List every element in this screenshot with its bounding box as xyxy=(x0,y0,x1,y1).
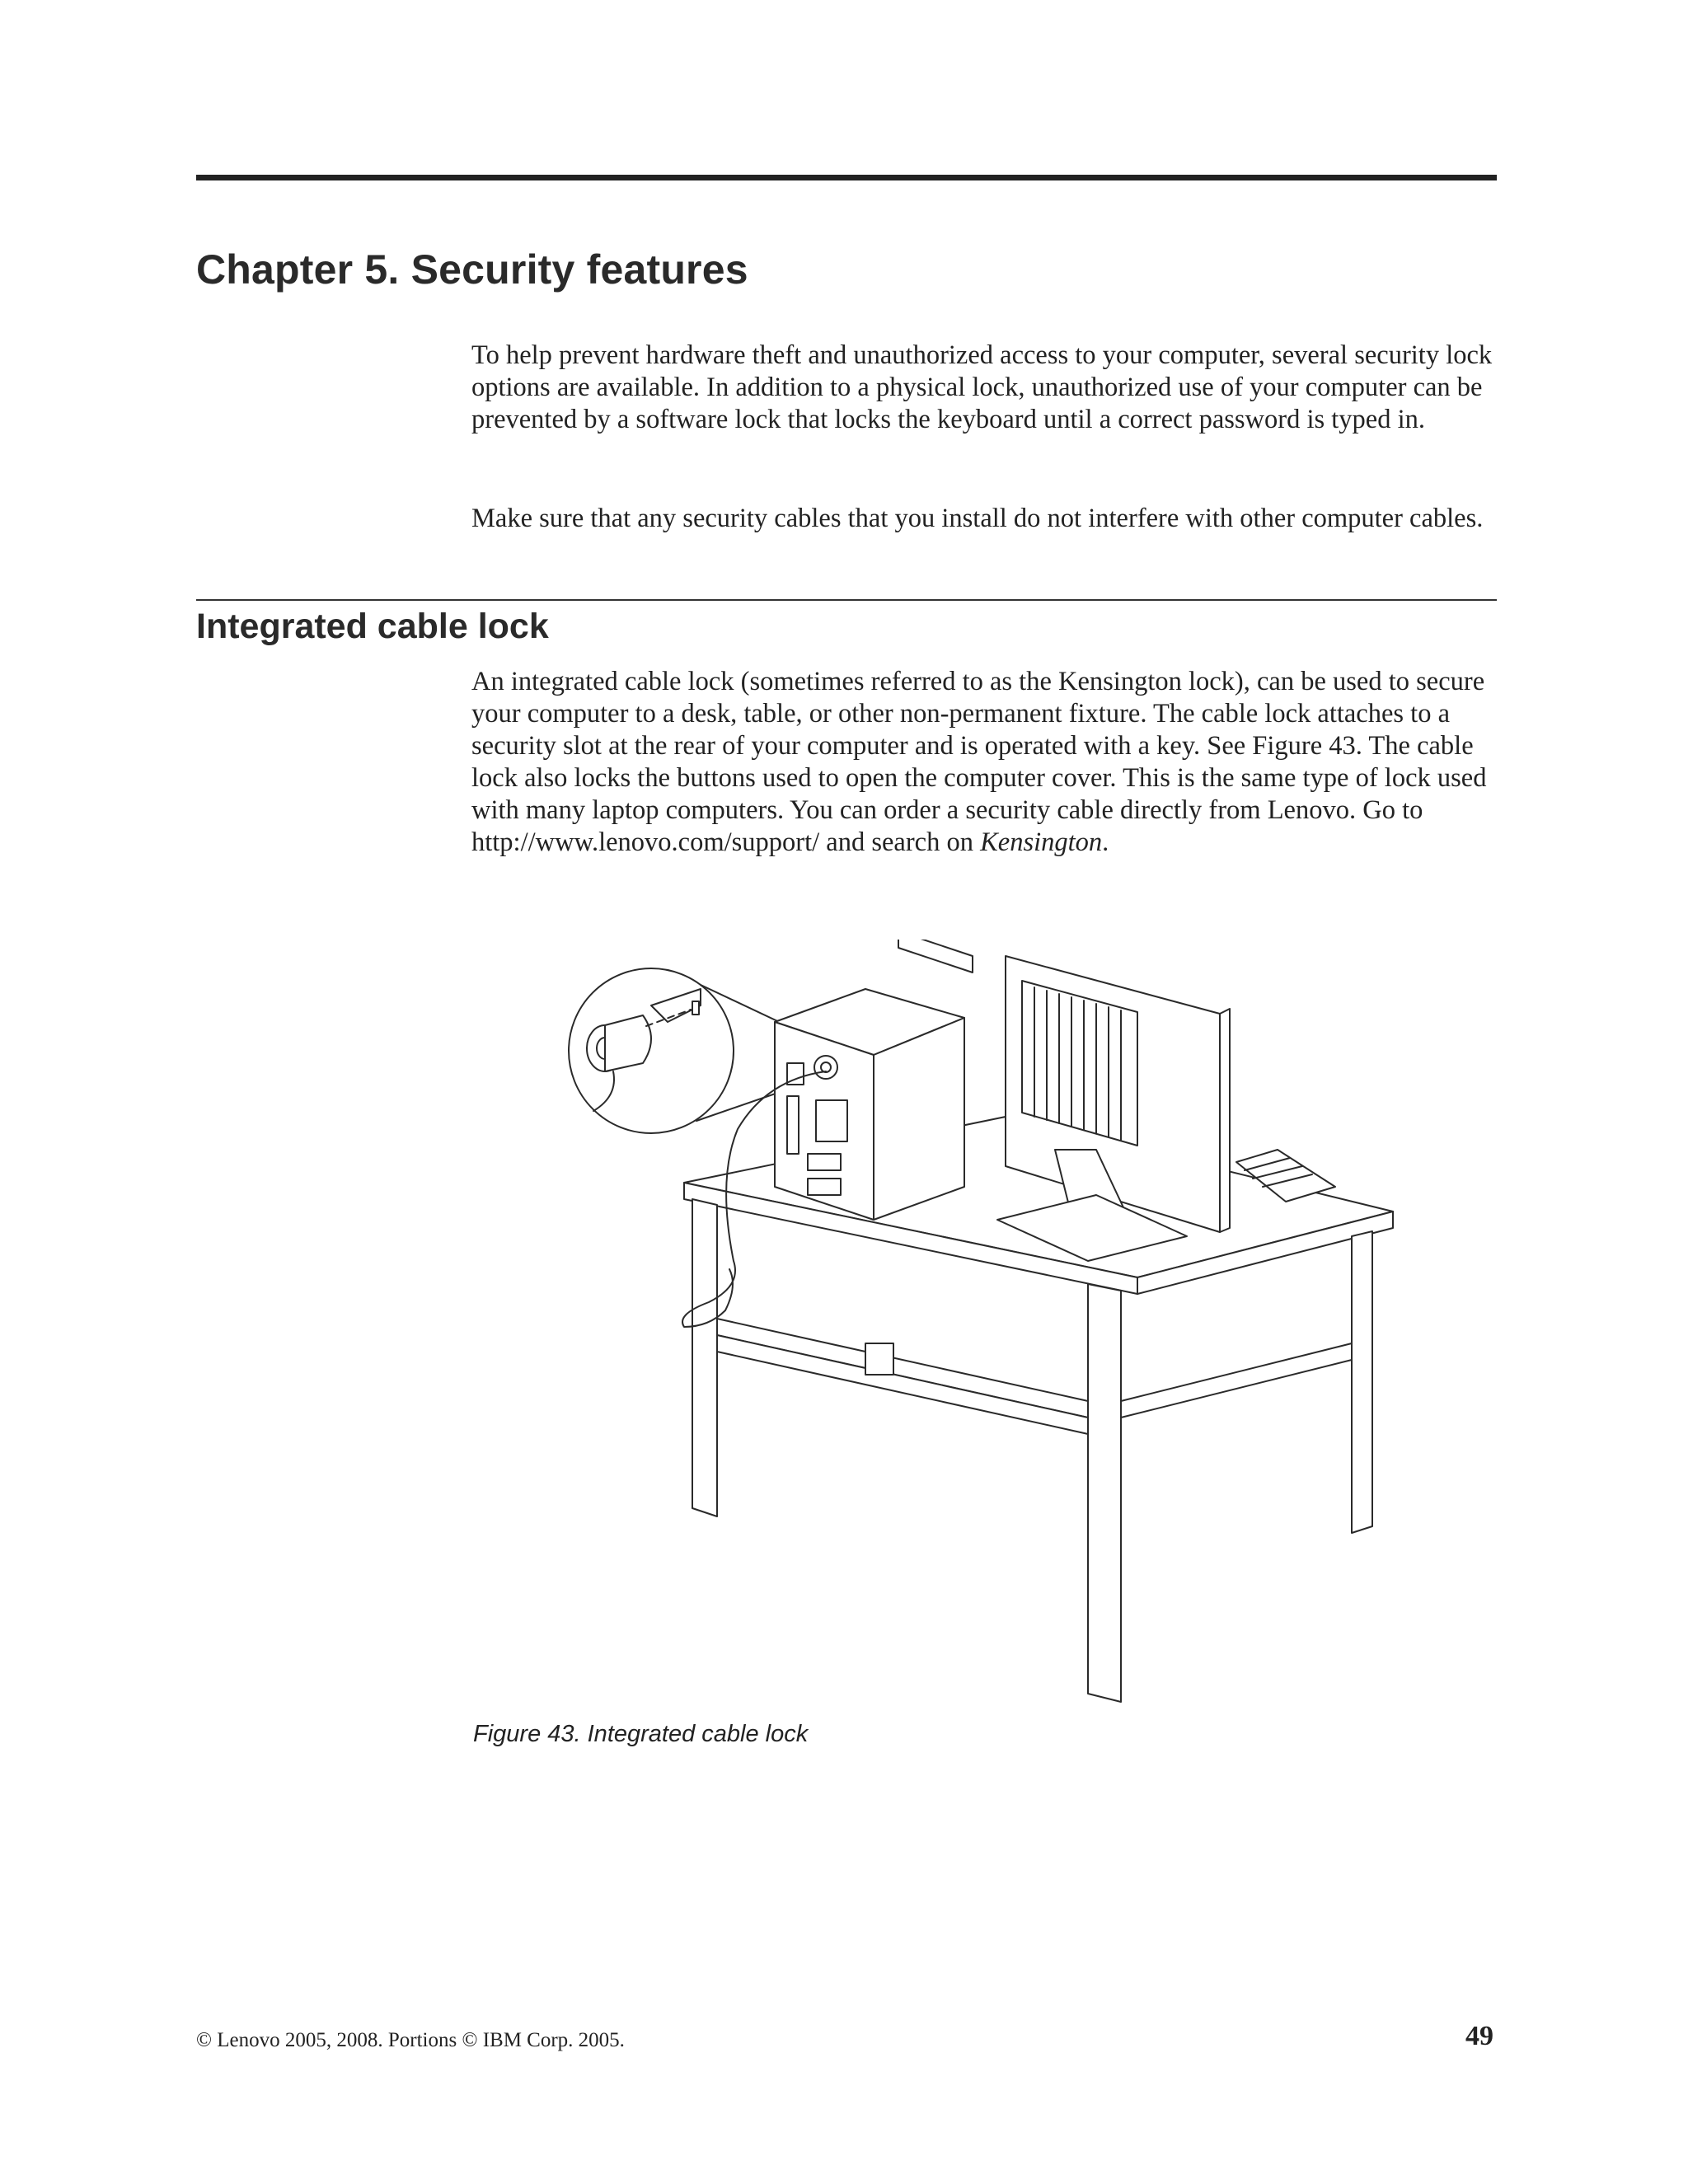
intro-paragraph-2-text: Make sure that any security cables that you install do not interfere with other computer cables. xyxy=(471,504,1484,533)
cable-lock-drawing xyxy=(560,940,1401,1714)
footer-copyright: © Lenovo 2005, 2008. Portions © IBM Corp. 2005. xyxy=(196,2029,625,2051)
cable-lock-paragraph-main: An integrated cable lock (sometimes referred to as the Kensington lock), can be used to secure your computer to a desk, table, or other non-permanent fixture. The cable lock attaches to a security slot at the rear of your computer and is operated with a key. See Figure 43. The cable lock also locks the buttons used to open the computer cover. This is the same type of lock used with many laptop computers. You can order a security cable directly from Lenovo. Go to http://www.lenovo.com/support/ and search on xyxy=(471,667,1487,857)
cable-lock-paragraph-end: . xyxy=(1102,827,1109,857)
desk xyxy=(684,1117,1393,1702)
top-rule xyxy=(196,175,1497,180)
monitor xyxy=(997,956,1230,1261)
intro-paragraph-2 xyxy=(471,503,1502,535)
page-number: 49 xyxy=(1465,2021,1493,2051)
intro-paragraph-1 xyxy=(471,340,1502,436)
section-rule xyxy=(196,599,1497,601)
section-title: Integrated cable lock xyxy=(196,607,549,646)
chapter-title: Chapter 5. Security features xyxy=(196,246,748,293)
figure-caption: Figure 43. Integrated cable lock xyxy=(473,1721,809,1747)
intro-paragraph-1-text: To help prevent hardware theft and unauthorized access to your computer, several security lock options are available. In addition to a physical lock, unauthorized use of your computer can be prevented by a software lock that locks the keyboard until a correct password is typed in. xyxy=(471,340,1493,434)
figure-43-illustration xyxy=(560,940,1401,1714)
computer-tower xyxy=(775,940,973,1220)
cable-lock-paragraph-text xyxy=(471,666,1502,859)
kensington-emphasis: Kensington xyxy=(980,827,1103,857)
cable-lock-paragraph xyxy=(471,666,1502,859)
